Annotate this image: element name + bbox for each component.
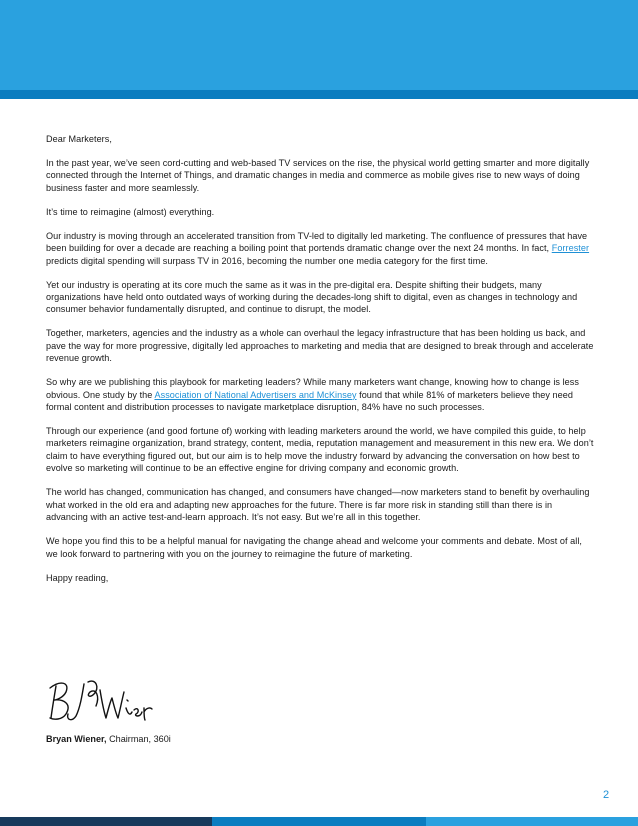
paragraph-3-text-a: Our industry is moving through an accelerated transition from TV-led to digitally led marketing. The confluence of pressures that have been building for over a decade are reaching a boiling point that portends dramatic change over the next 24 months. In fact, — [46, 230, 588, 254]
paragraph-1: In the past year, we’ve seen cord-cutting and web-based TV services on the rise, the physical world getting smarter and more digitally connected through the Internet of Things, and dramatic changes in media and commerce as mobile gives rise to new ways of doing business faster and more seamlessly. — [46, 158, 590, 193]
handwritten-signature — [44, 672, 154, 732]
paragraph-5: Together, marketers, agencies and the industry as a whole can overhaul the legacy infrastructure that has been holding us back, and pave the way for more progressive, digitally led approaches to marketing and media that are designed to break through and accelerate revenue growth. — [46, 328, 594, 364]
paragraph-6-text-a: So why are we publishing this playbook for marketing leaders? While many marketers want change, knowing how to change is less obvious. One study by the — [46, 377, 579, 400]
letter-body — [46, 133, 594, 596]
paragraph-8: The world has changed, communication has changed, and consumers have changed—now marketers stand to benefit by overhauling what worked in the old era and adapting new approaches for the future. There is far more risk in standing still than there is in advancing with an active test-and-learn approach. It’s not easy. But we’re all in this together. — [46, 487, 590, 523]
paragraph-9: We hope you find this to be a helpful manual for navigating the change ahead and welcome your comments and debate. Most of all, we look forward to partnering with you on the journey to reimagine the future of marketing. — [46, 536, 582, 559]
paragraph-6-text-b: found that while 81% of marketers believe they need formal content and distribution processes to navigate marketplace disruption, 84% have no such processes. — [46, 389, 573, 413]
paragraph-7: Through our experience (and good fortune of) working with leading marketers around the world, we have compiled this guide, to help marketers reimagine organization, brand strategy, content, media, reputation management and measurement in this new era. We don’t claim to have everything figured out, but our aim is to help move the industry forward by advancing the conversation on how best to evolve so marketing will continue to be an effective engine for driving company and economic growth. — [46, 426, 594, 474]
closing-line: Happy reading, — [46, 572, 109, 583]
header-band — [0, 0, 638, 90]
paragraph-2: It’s time to reimagine (almost) everything. — [46, 206, 215, 217]
footer-bar-mid — [212, 817, 426, 826]
signer-title: Chairman, 360i — [106, 734, 171, 744]
paragraph-6 — [46, 376, 594, 413]
signer-name: Bryan Wiener, — [46, 734, 107, 744]
paragraph-4: Yet our industry is operating at its core much the same as it was in the pre-digital era. Despite shifting their budgets, many organizations have held onto outdated ways of working during the decades-long shift to digital, even as changes in technology and consumer behavior fundamentally disrupted, and continue to disrupt, the model. — [46, 279, 578, 315]
page-number: 2 — [603, 789, 610, 801]
header-stripe — [0, 90, 638, 99]
ana-mckinsey-link[interactable]: Association of National Advertisers and McKinsey — [154, 389, 357, 400]
forrester-link[interactable]: Forrester — [551, 243, 590, 254]
paragraph-3 — [46, 230, 594, 267]
paragraph-3-text-b: predicts digital spending will surpass TV in 2016, becoming the number one media category for the first time. — [46, 255, 489, 266]
footer-bar-dark — [0, 817, 212, 826]
greeting: Dear Marketers, — [46, 134, 112, 144]
footer-bar-light — [426, 817, 638, 826]
signer-line — [46, 733, 171, 745]
